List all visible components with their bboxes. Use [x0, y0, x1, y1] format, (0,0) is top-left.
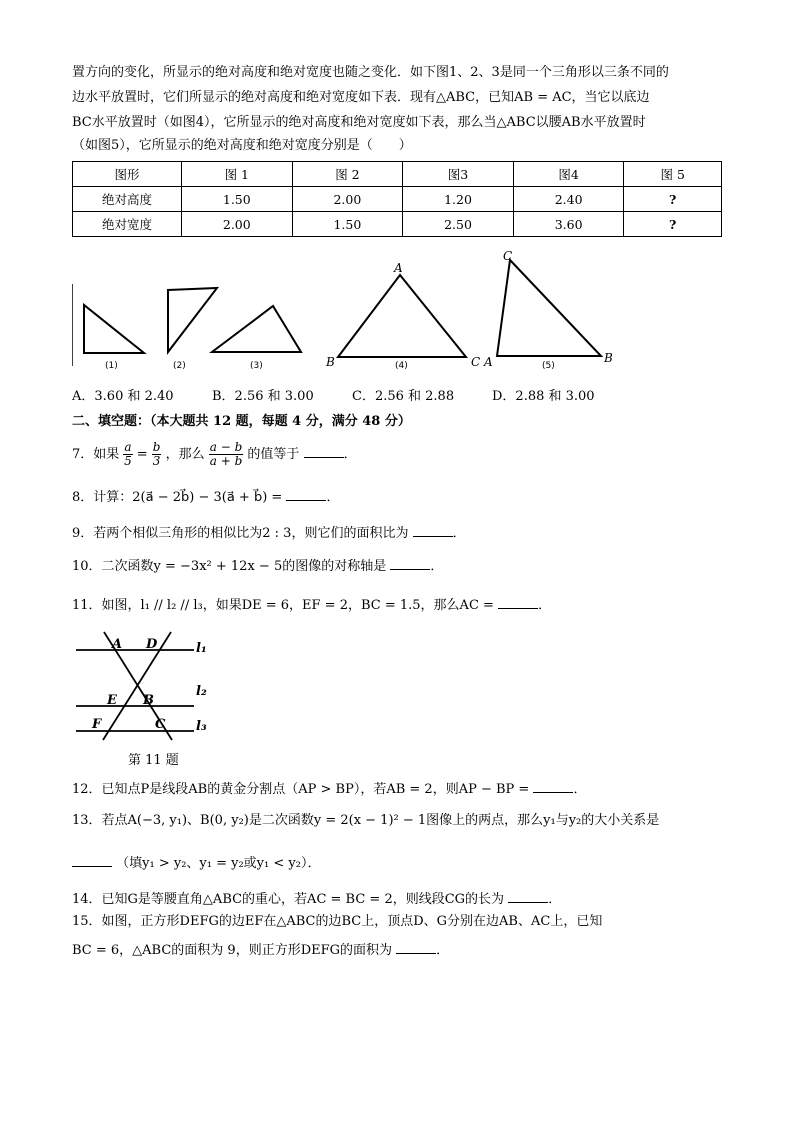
fig-label: (2) — [173, 361, 186, 371]
section-heading: 二、填空题：（本大题共 12 题，每题 4 分，满分 48 分） — [72, 414, 411, 429]
vertex-label: A — [394, 261, 403, 275]
triangle-figures — [72, 248, 632, 378]
q11-end: ． — [538, 598, 552, 613]
point-label: D — [146, 637, 158, 652]
q7-eq: = — [136, 447, 148, 462]
table-cell: 绝对宽度 — [73, 212, 182, 237]
q7-f2-den: 3 — [152, 454, 161, 468]
table-cell: 2.50 — [403, 212, 514, 237]
fraction — [209, 441, 244, 468]
q7-f2-num: b — [152, 440, 161, 454]
table-cell: 1.20 — [403, 187, 514, 212]
intro-line-1: 置方向的变化，所显示的绝对高度和绝对宽度也随之变化．如下图1、2、3是同一个三角形以三条不同的 — [72, 65, 669, 80]
fig-label: (4) — [395, 361, 408, 371]
triangle-fig-4 — [338, 275, 466, 357]
q9-end: ． — [452, 526, 466, 541]
question-13: 13．若点A(−3, y₁)、B(0, y₂)是二次函数y = 2(x − 1)² − 1图像上的两点，那么y₁与y₂的大小关系是 — [72, 813, 660, 828]
vertex-label: A — [484, 355, 493, 369]
point-label: B — [143, 693, 154, 708]
vertex-label: C — [503, 249, 513, 263]
answer-blank[interactable] — [533, 778, 573, 793]
intro-line-4: （如图5），它所显示的绝对高度和绝对宽度分别是（ ） — [72, 138, 412, 153]
q12-text: 12．已知点P是线段AB的黄金分割点（AP > BP），若AB = 2，则AP − BP = — [72, 782, 530, 797]
option-d: D．2.88 和 3.00 — [492, 389, 595, 404]
intro-line-3: BC水平放置时（如图4），它所显示的绝对高度和绝对宽度如下表，那么当△ABC以腰AB水平放置时 — [72, 115, 646, 130]
answer-blank[interactable] — [396, 939, 436, 954]
q9-text: 9．若两个相似三角形的相似比为2 : 3，则它们的面积比为 — [72, 526, 409, 541]
q7-suffix: 的值等于 — [247, 447, 300, 462]
point-label: A — [112, 637, 123, 652]
q7-f1-num: a — [124, 440, 132, 454]
question-12 — [72, 778, 586, 799]
table-cell: 3.60 — [513, 212, 624, 237]
table-header: 图3 — [403, 162, 514, 187]
option-a: A．3.60 和 2.40 — [72, 389, 174, 404]
table-cell: 1.50 — [292, 212, 403, 237]
answer-blank[interactable] — [508, 888, 548, 903]
q14-text: 14．已知G是等腰直角△ABC的重心，若AC = BC = 2，则线段CG的长为 — [72, 892, 505, 907]
option-b: B．2.56 和 3.00 — [212, 389, 314, 404]
point-label: F — [92, 717, 102, 732]
table-cell: ? — [624, 187, 722, 212]
q12-end: ． — [573, 782, 587, 797]
q15-line2: BC = 6，△ABC的面积为 9，则正方形DEFG的面积为 — [72, 943, 393, 958]
answer-blank[interactable] — [390, 555, 430, 570]
q10-end: ． — [430, 559, 444, 574]
height-width-table — [72, 161, 722, 237]
intro-line-2: 边水平放置时，它们所显示的绝对高度和绝对宽度如下表．现有△ABC，已知AB = AC，当它以底边 — [72, 90, 650, 105]
point-label: E — [107, 693, 117, 708]
line-label: l₂ — [196, 684, 207, 699]
figure-caption: 第 11 题 — [128, 753, 179, 768]
vertex-label: B — [326, 355, 335, 369]
line-label: l₁ — [196, 641, 207, 656]
table-row — [73, 212, 722, 237]
triangle-fig-5 — [497, 260, 601, 356]
table-cell: 2.40 — [513, 187, 624, 212]
answer-blank[interactable] — [72, 852, 112, 867]
q8-text: 8．计算：2(a⃗ − 2b⃗) − 3(a⃗ + b⃗) = — [72, 490, 283, 505]
triangle-fig-1 — [84, 305, 144, 353]
table-cell: 绝对高度 — [73, 187, 182, 212]
table-cell: 2.00 — [292, 187, 403, 212]
answer-blank[interactable] — [304, 443, 344, 458]
q13-line2: （填y₁ > y₂、y₁ = y₂或y₁ < y₂）． — [116, 856, 321, 871]
fig-label: (1) — [105, 361, 118, 371]
question-9 — [72, 522, 466, 543]
vertex-label: C — [471, 355, 481, 369]
q7-mid: ，那么 — [165, 447, 205, 462]
table-cell: 2.00 — [182, 212, 293, 237]
q15-end: ． — [436, 943, 450, 958]
question-7: 7．如果 $\frac{a}{5}$ = $\frac{b}{3}$ ，那么 $\frac{a - b}{a + b}$ 的值等于 ． — [72, 440, 357, 468]
table-header: 图4 — [513, 162, 624, 187]
triangle-fig-2 — [168, 288, 217, 352]
parallel-lines-diagram — [76, 628, 226, 743]
q7-prefix: 7．如果 — [72, 447, 120, 462]
answer-blank[interactable] — [413, 522, 453, 537]
q10-text: 10．二次函数y = −3x² + 12x − 5的图像的对称轴是 — [72, 559, 387, 574]
q11-text: 11．如图，l₁ // l₂ // l₃，如果DE = 6，EF = 2，BC = 1.5，那么AC = — [72, 598, 494, 613]
question-14 — [72, 888, 561, 909]
question-10 — [72, 555, 443, 576]
fraction — [152, 441, 162, 468]
table-row — [73, 187, 722, 212]
question-8 — [72, 486, 339, 507]
vertex-label: B — [604, 351, 613, 365]
triangle-fig-3 — [212, 306, 301, 352]
question-11 — [72, 594, 551, 615]
q7-f3-den: a + b — [209, 454, 243, 468]
line-label: l₃ — [196, 719, 207, 734]
point-label: C — [155, 717, 166, 732]
answer-blank[interactable] — [498, 594, 538, 609]
fig-label: (5) — [542, 361, 555, 371]
table-cell: 1.50 — [182, 187, 293, 212]
table-header-row — [73, 162, 722, 187]
option-c: C．2.56 和 2.88 — [352, 389, 455, 404]
q14-end: ． — [548, 892, 562, 907]
fraction — [123, 441, 132, 468]
q8-end: ． — [326, 490, 340, 505]
table-header: 图形 — [73, 162, 182, 187]
question-15-line-2 — [72, 939, 449, 960]
q7-f3-num: a − b — [209, 440, 243, 454]
table-cell: ? — [624, 212, 722, 237]
table-header: 图 1 — [182, 162, 293, 187]
q7-f1-den: 5 — [124, 454, 132, 468]
answer-blank[interactable] — [286, 486, 326, 501]
table-header: 图 2 — [292, 162, 403, 187]
question-13-line-2 — [72, 852, 320, 873]
question-15: 15．如图，正方形DEFG的边EF在△ABC的边BC上，顶点D、G分别在边AB、AC上，已知 — [72, 914, 603, 929]
table-header: 图 5 — [624, 162, 722, 187]
fig-label: (3) — [250, 361, 263, 371]
